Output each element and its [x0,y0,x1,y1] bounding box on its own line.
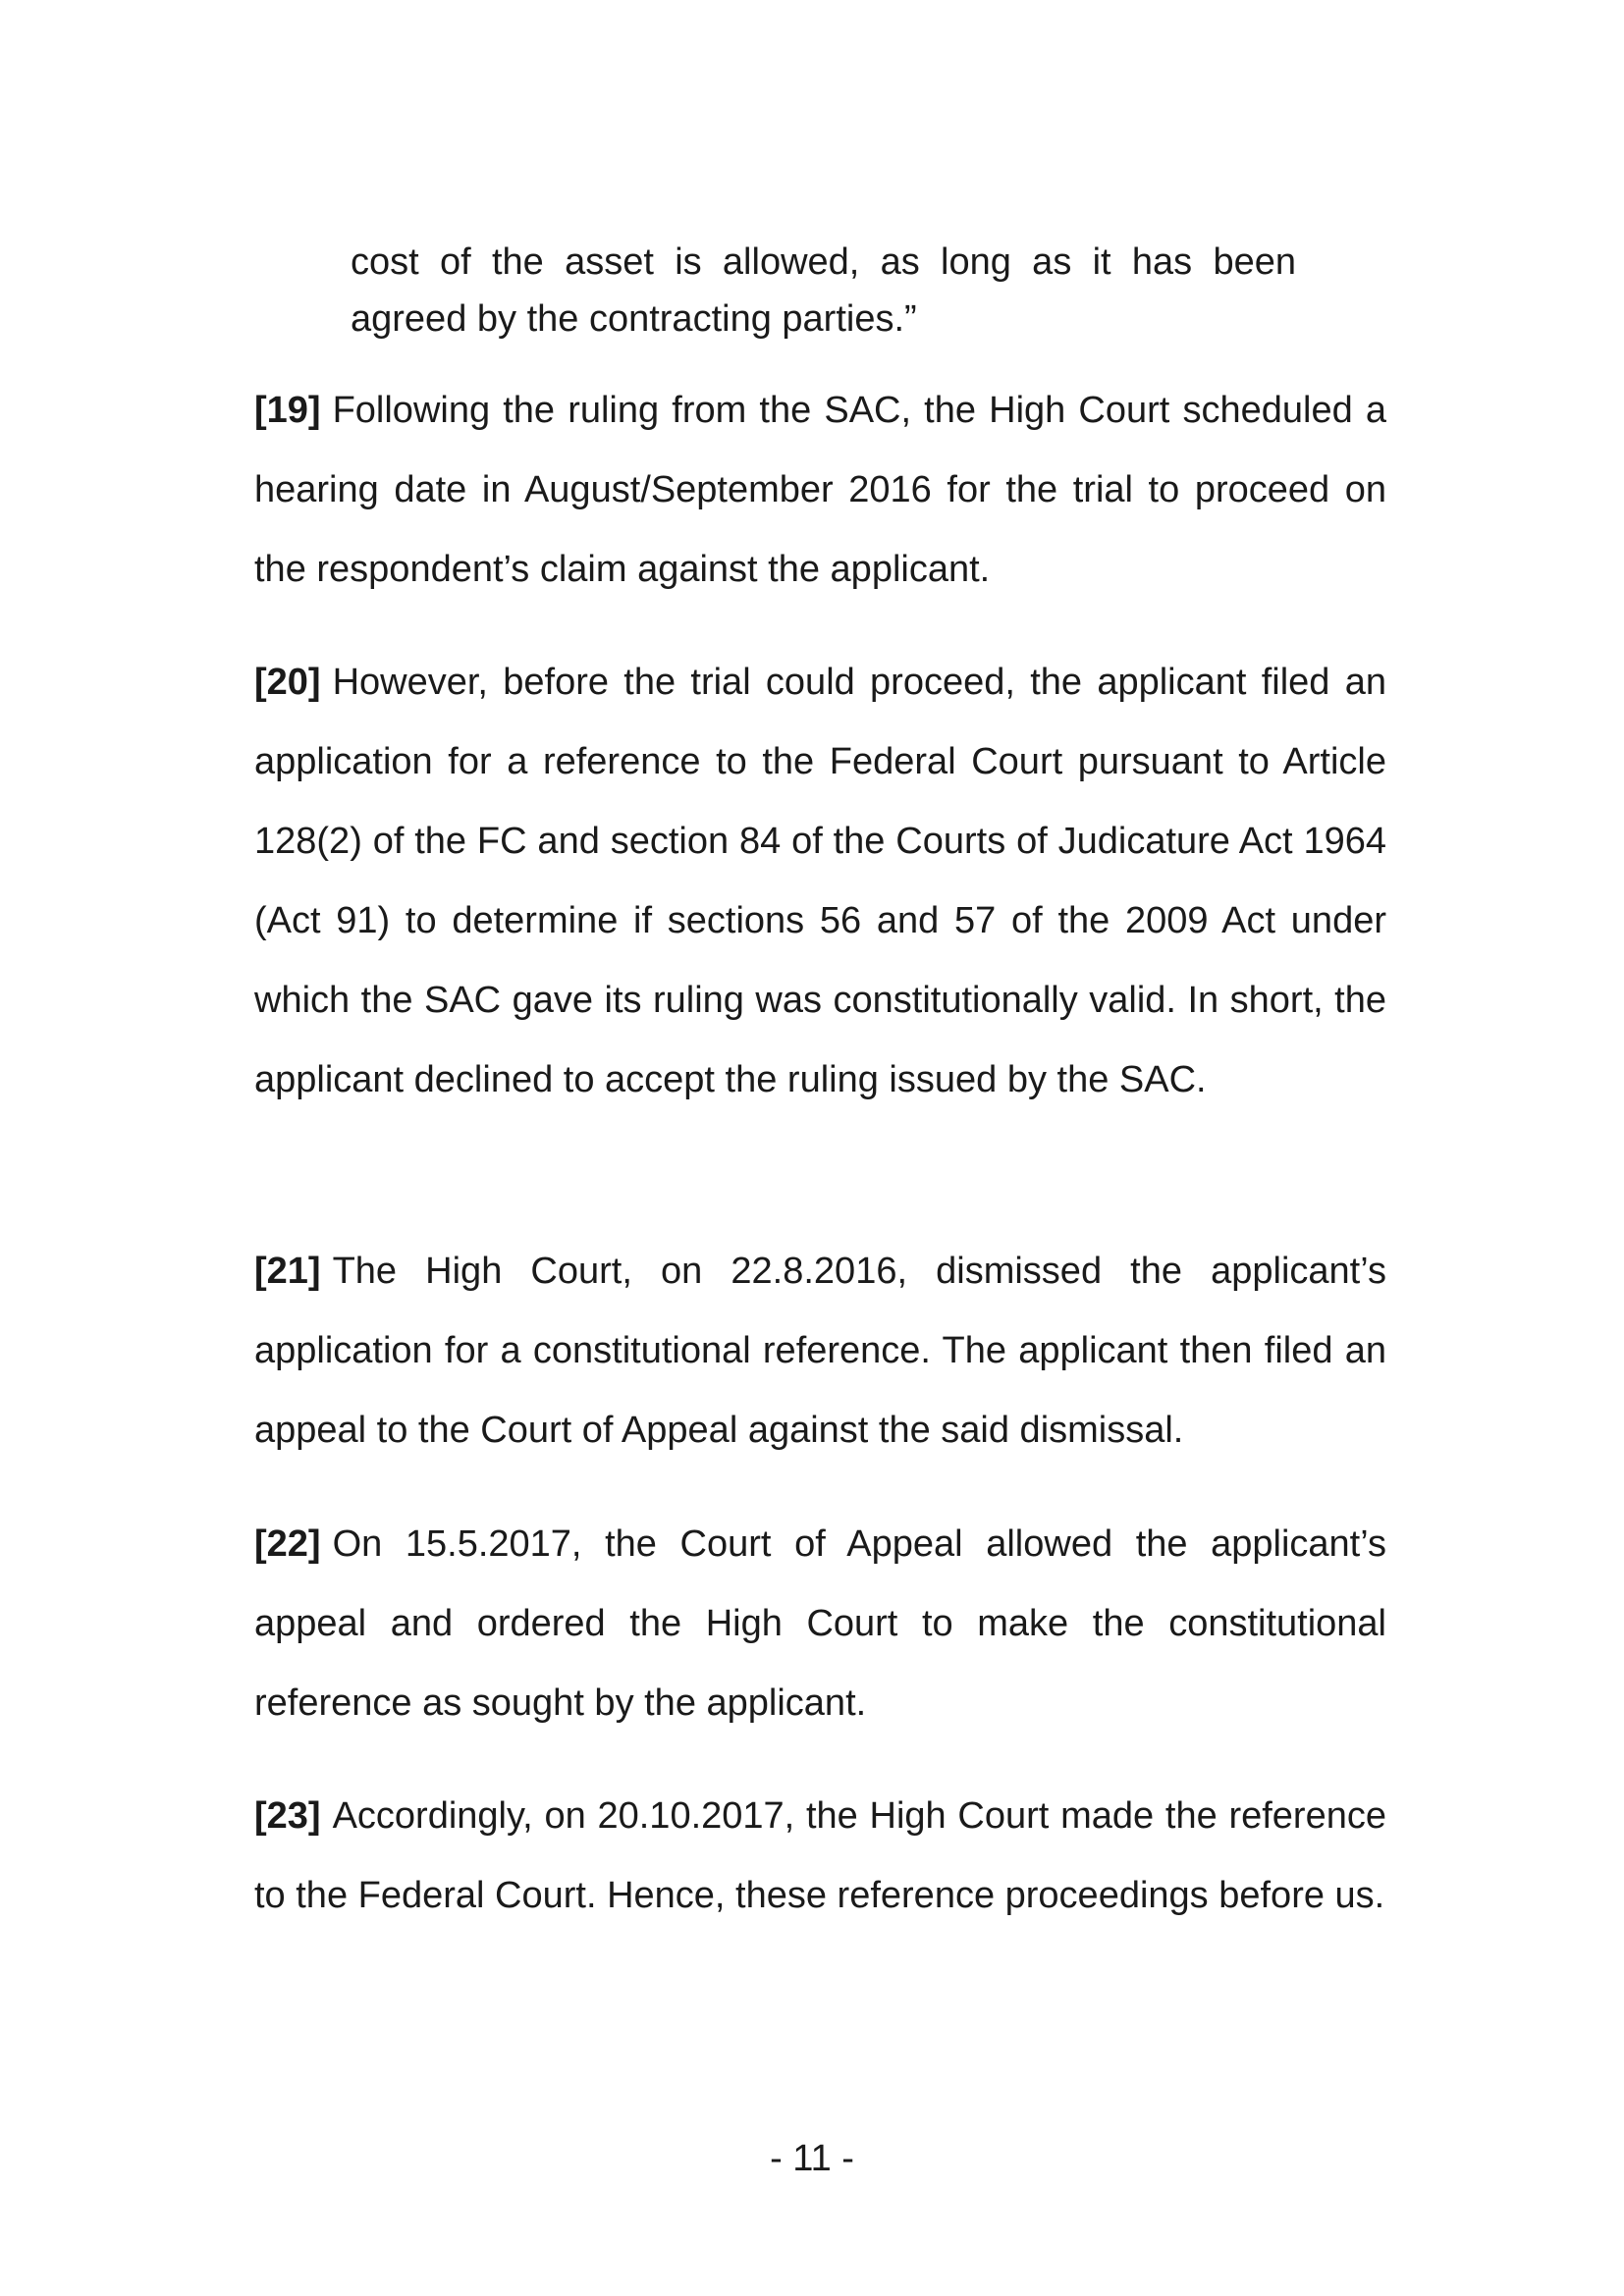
paragraph-22 [254,1505,1386,1743]
paragraph-text: Accordingly, on 20.10.2017, the High Court made the reference to the Federal Court. Hence, these reference proceedings before us. [254,1795,1386,1916]
paragraph-text: On 15.5.2017, the Court of Appeal allowed the applicant’s appeal and ordered the High Court to make the constitutional reference as sought by the applicant. [254,1523,1386,1724]
paragraph-20 [254,643,1386,1120]
paragraph-23 [254,1777,1386,1936]
paragraph-number: [21] [254,1251,321,1292]
quoted-passage: cost of the asset is allowed, as long as it has been agreed by the contracting parties.” [351,241,1296,340]
paragraph-number: [23] [254,1795,321,1837]
paragraph-number: [19] [254,390,321,431]
paragraph-number: [20] [254,662,321,703]
paragraph-21 [254,1232,1386,1470]
page-number: - 11 - [770,2138,854,2179]
paragraph-number: [22] [254,1523,321,1565]
paragraph-19 [254,371,1386,610]
paragraph-text: The High Court, on 22.8.2016, dismissed the applicant’s application for a constitutional reference. The applicant then filed an appeal to the Court of Appeal against the said dismissal. [254,1251,1386,1451]
paragraph-text: Following the ruling from the SAC, the High Court scheduled a hearing date in August/September 2016 for the trial to proceed on the respondent’s claim against the applicant. [254,390,1386,590]
paragraph-text: However, before the trial could proceed, the applicant filed an application for a reference to the Federal Court pursuant to Article 128(2) of the FC and section 84 of the Courts of Judicature Act 1964 (Act 91) to determine if sections 56 and 57 of the 2009 Act under which the SAC gave its ruling was constitutionally valid. In short, the applicant declined to accept the ruling issued by the SAC. [254,662,1386,1100]
